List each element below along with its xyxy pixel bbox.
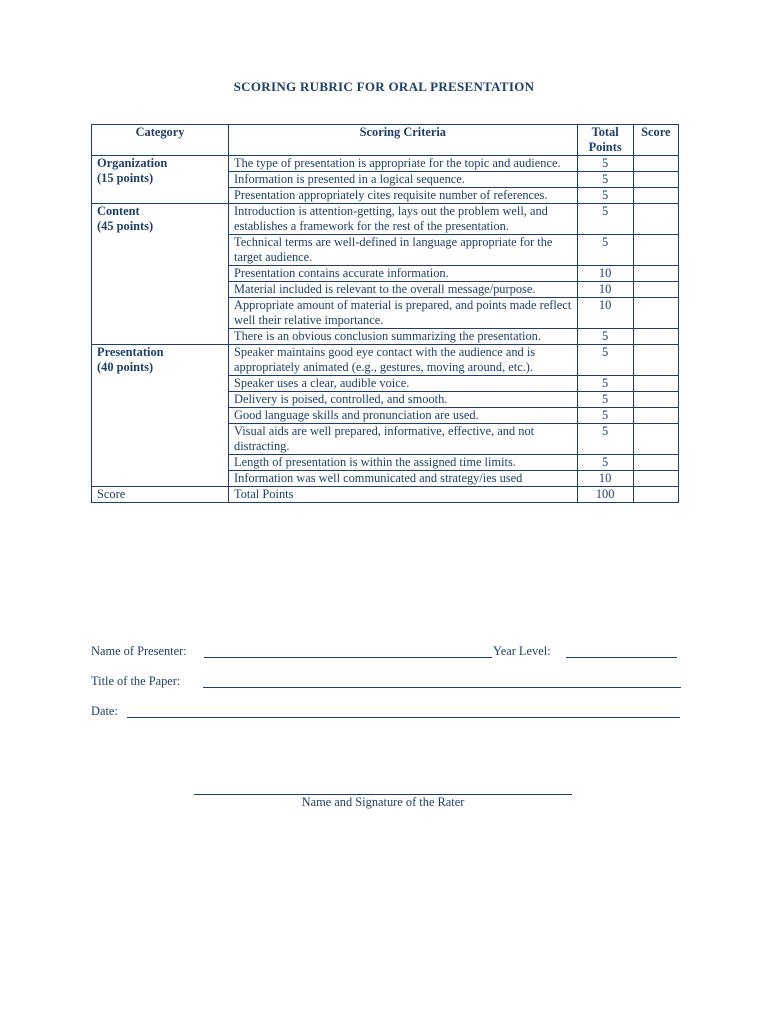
presenter-label: Name of Presenter: bbox=[91, 644, 187, 658]
category-name: Organization bbox=[97, 156, 168, 170]
points-cell: 5 bbox=[577, 392, 633, 408]
criteria-cell: Speaker maintains good eye contact with the audience and is appropriately animated (e.g., gestures, moving around, etc.). bbox=[229, 345, 578, 376]
score-cell[interactable] bbox=[633, 471, 678, 487]
points-cell: 5 bbox=[577, 345, 633, 376]
category-points: (45 points) bbox=[97, 219, 154, 233]
points-cell: 10 bbox=[577, 471, 633, 487]
criteria-cell: Good language skills and pronunciation are used. bbox=[229, 408, 578, 424]
criteria-cell: Visual aids are well prepared, informative, effective, and not distracting. bbox=[229, 424, 578, 455]
total-row-label: Score bbox=[92, 487, 229, 503]
score-cell[interactable] bbox=[633, 266, 678, 282]
points-cell: 5 bbox=[577, 235, 633, 266]
year-level-line[interactable] bbox=[566, 657, 677, 658]
criteria-cell: The type of presentation is appropriate for the topic and audience. bbox=[229, 156, 578, 172]
score-cell[interactable] bbox=[633, 298, 678, 329]
score-cell[interactable] bbox=[633, 329, 678, 345]
category-cell bbox=[92, 345, 229, 487]
criteria-cell: Introduction is attention-getting, lays out the problem well, and establishes a framework for the rest of the presentation. bbox=[229, 204, 578, 235]
points-cell: 5 bbox=[577, 376, 633, 392]
header-category: Category bbox=[92, 125, 229, 156]
points-cell: 5 bbox=[577, 424, 633, 455]
score-cell[interactable] bbox=[633, 376, 678, 392]
score-cell[interactable] bbox=[633, 235, 678, 266]
points-cell: 5 bbox=[577, 455, 633, 471]
category-cell bbox=[92, 156, 229, 204]
category-points: (15 points) bbox=[97, 171, 154, 185]
date-label: Date: bbox=[91, 704, 118, 718]
table-row bbox=[92, 156, 679, 172]
criteria-cell: Length of presentation is within the assigned time limits. bbox=[229, 455, 578, 471]
points-cell: 10 bbox=[577, 266, 633, 282]
criteria-cell: Presentation contains accurate information. bbox=[229, 266, 578, 282]
criteria-cell: There is an obvious conclusion summarizing the presentation. bbox=[229, 329, 578, 345]
total-points-label: Total Points bbox=[229, 487, 578, 503]
rubric-table bbox=[91, 124, 679, 503]
signature-caption: Name and Signature of the Rater bbox=[301, 795, 465, 809]
category-name: Content bbox=[97, 204, 140, 218]
total-row bbox=[92, 487, 679, 503]
paper-title-line[interactable] bbox=[203, 687, 681, 688]
category-cell bbox=[92, 204, 229, 345]
category-name: Presentation bbox=[97, 345, 164, 359]
score-cell[interactable] bbox=[633, 188, 678, 204]
points-cell: 10 bbox=[577, 282, 633, 298]
points-cell: 5 bbox=[577, 408, 633, 424]
rubric-body bbox=[92, 156, 679, 503]
score-cell[interactable] bbox=[633, 392, 678, 408]
criteria-cell: Information was well communicated and strategy/ies used bbox=[229, 471, 578, 487]
total-score-cell[interactable] bbox=[633, 487, 678, 503]
criteria-cell: Presentation appropriately cites requisite number of references. bbox=[229, 188, 578, 204]
points-cell: 5 bbox=[577, 329, 633, 345]
score-cell[interactable] bbox=[633, 424, 678, 455]
score-cell[interactable] bbox=[633, 156, 678, 172]
total-points-value: 100 bbox=[577, 487, 633, 503]
score-cell[interactable] bbox=[633, 172, 678, 188]
points-cell: 10 bbox=[577, 298, 633, 329]
criteria-cell: Information is presented in a logical sequence. bbox=[229, 172, 578, 188]
paper-title-label: Title of the Paper: bbox=[91, 674, 181, 688]
criteria-cell: Speaker uses a clear, audible voice. bbox=[229, 376, 578, 392]
criteria-cell: Appropriate amount of material is prepared, and points made reflect well their relative importance. bbox=[229, 298, 578, 329]
criteria-cell: Material included is relevant to the overall message/purpose. bbox=[229, 282, 578, 298]
header-criteria: Scoring Criteria bbox=[229, 125, 578, 156]
criteria-cell: Technical terms are well-defined in language appropriate for the target audience. bbox=[229, 235, 578, 266]
score-cell[interactable] bbox=[633, 345, 678, 376]
header-row bbox=[92, 125, 679, 156]
header-score: Score bbox=[633, 125, 678, 156]
category-points: (40 points) bbox=[97, 360, 154, 374]
table-row bbox=[92, 204, 679, 235]
points-cell: 5 bbox=[577, 156, 633, 172]
score-cell[interactable] bbox=[633, 455, 678, 471]
score-cell[interactable] bbox=[633, 204, 678, 235]
points-cell: 5 bbox=[577, 204, 633, 235]
year-level-label: Year Level: bbox=[493, 644, 551, 658]
criteria-cell: Delivery is poised, controlled, and smooth. bbox=[229, 392, 578, 408]
score-cell[interactable] bbox=[633, 408, 678, 424]
score-cell[interactable] bbox=[633, 282, 678, 298]
date-line[interactable] bbox=[127, 717, 680, 718]
presenter-name-line[interactable] bbox=[204, 657, 492, 658]
header-total-points: Total Points bbox=[577, 125, 633, 156]
table-row bbox=[92, 345, 679, 376]
document-title: SCORING RUBRIC FOR ORAL PRESENTATION bbox=[233, 79, 535, 94]
points-cell: 5 bbox=[577, 172, 633, 188]
points-cell: 5 bbox=[577, 188, 633, 204]
